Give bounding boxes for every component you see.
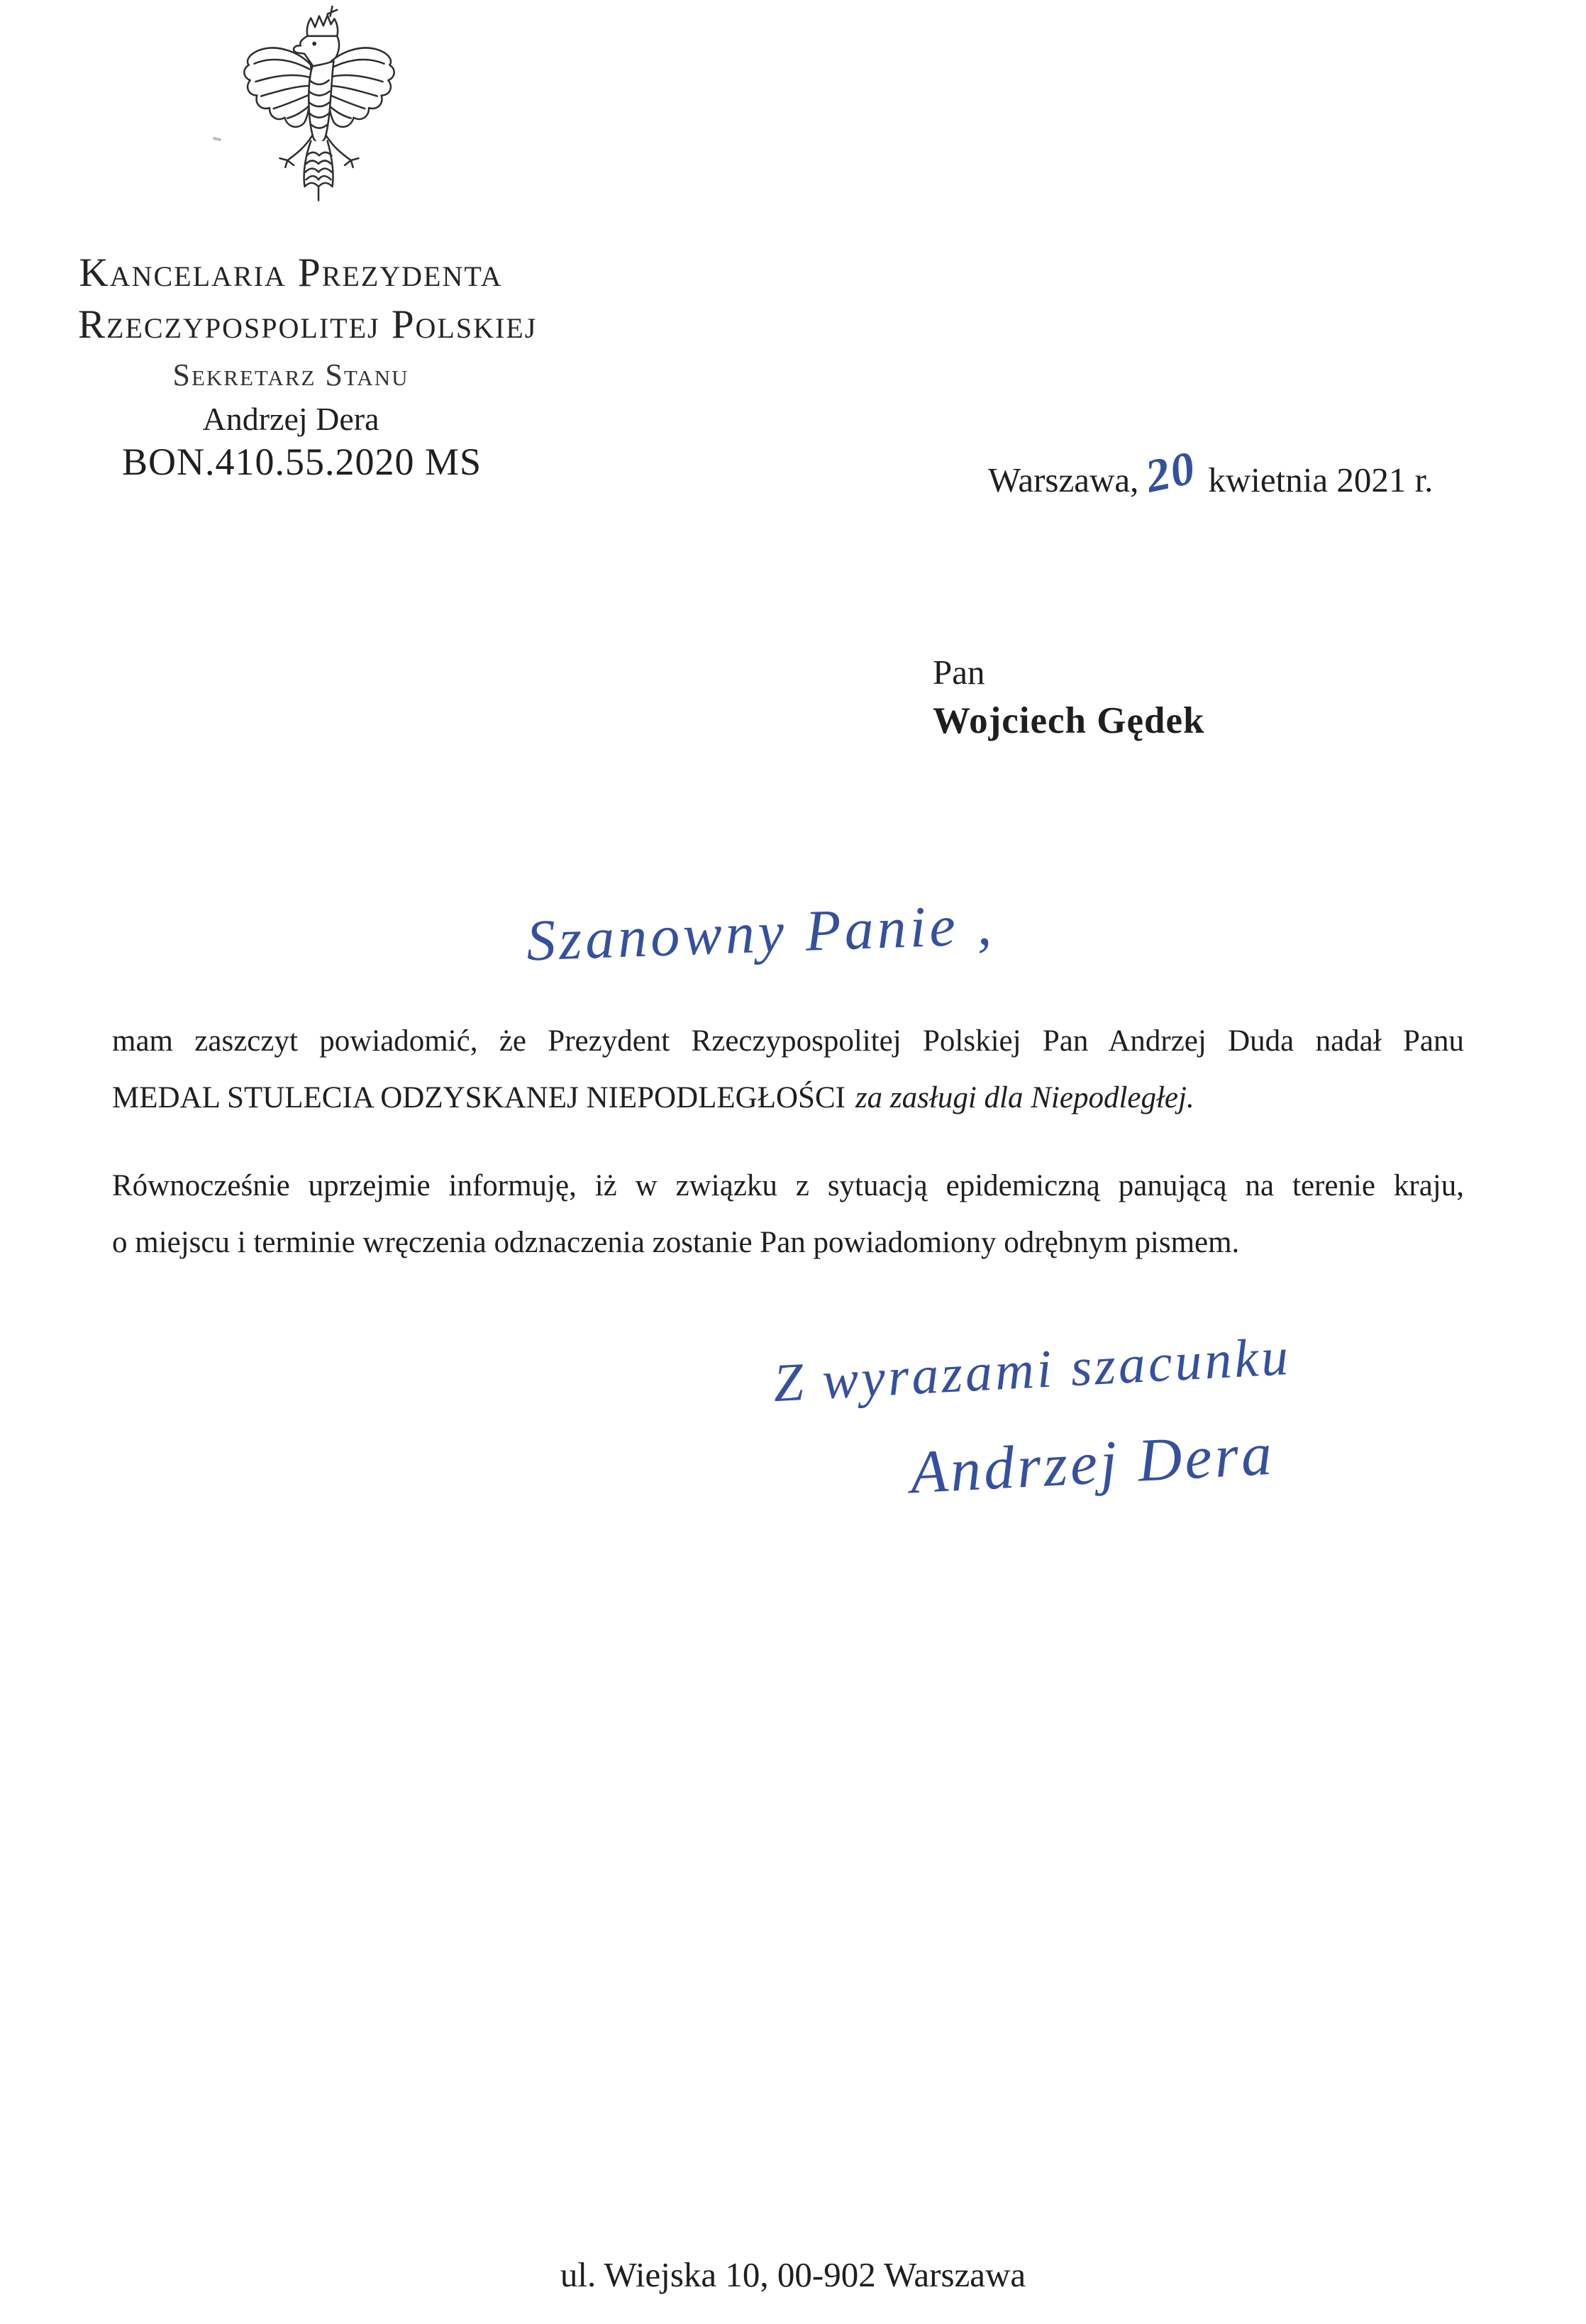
- recipient-block: [933, 651, 1204, 743]
- paragraph1-line1: mam zaszczyt powiadomić, że Prezydent Rzeczypospolitej Polskiej Pan Andrzej Duda nadał Panu: [112, 1024, 1464, 1058]
- handwritten-valediction: Z wyrazami szacunku: [772, 1326, 1292, 1414]
- body-paragraph-1: [112, 1013, 1464, 1127]
- letterhead-org-line1: Kancelaria Prezydenta: [79, 250, 503, 295]
- dateline-city: Warszawa,: [988, 460, 1139, 499]
- scan-speck: [213, 137, 222, 142]
- recipient-name: Wojciech Gędek: [933, 700, 1205, 741]
- medal-name: MEDAL STULECIA ODZYSKANEJ NIEPODLEGŁOŚCI: [112, 1081, 845, 1114]
- polish-eagle-emblem: [236, 6, 402, 213]
- handwritten-salutation: Szanowny Panie ,: [525, 892, 997, 973]
- recipient-title: Pan: [933, 653, 985, 692]
- eagle-icon: [236, 6, 402, 213]
- handwritten-signature: Andrzej Dera: [908, 1419, 1277, 1507]
- paragraph1-line2: [112, 1070, 1464, 1127]
- dateline-rest: kwietnia 2021 r.: [1208, 460, 1434, 499]
- handwritten-day: 20: [1141, 441, 1201, 503]
- reference-number: BON.410.55.2020 MS: [122, 441, 482, 483]
- footer-address: ul. Wiejska 10, 00-902 Warszawa: [560, 2255, 1026, 2294]
- letterhead-org-line2: Rzeczypospolitej Polskiej: [78, 302, 538, 347]
- letterhead: [78, 247, 538, 440]
- paragraph2-line1: Równocześnie uprzejmie informuję, iż w związku z sytuacją epidemiczną panującą na terenie kraju,: [112, 1169, 1464, 1202]
- letterhead-role: Sekretarz Stanu: [172, 358, 409, 392]
- dateline: [988, 441, 1434, 504]
- paragraph2-line2: o miejscu i terminie wręczenia odznaczenia zostanie Pan powiadomiony odrębnym pismem.: [112, 1226, 1240, 1259]
- medal-motto: za zasługi dla Niepodległej.: [855, 1081, 1194, 1114]
- body-paragraph-2: [112, 1158, 1464, 1271]
- letterhead-name: Andrzej Dera: [202, 401, 379, 437]
